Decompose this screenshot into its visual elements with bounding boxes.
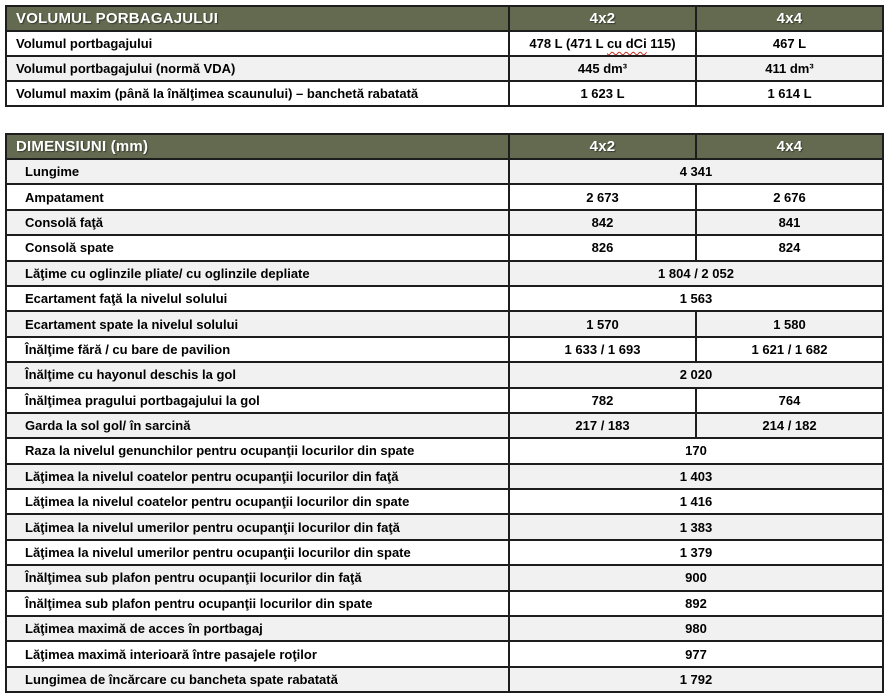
misspelled-text: cu dCi [606,36,647,51]
table-row [6,540,883,565]
row-label: Înălţime cu hayonul deschis la gol [6,362,509,387]
value-merged: 977 [509,641,883,666]
dimensions-table [5,133,884,693]
value-4x4: 824 [696,235,883,260]
value-4x2: 782 [509,388,696,413]
value-merged: 1 383 [509,514,883,539]
value-4x2: 445 dm³ [509,56,696,81]
value-4x2: 2 673 [509,184,696,209]
row-label: Lăţimea la nivelul umerilor pentru ocupanţii locurilor din spate [6,540,509,565]
value-merged: 1 379 [509,540,883,565]
volume-table [5,5,884,107]
table-row [6,184,883,209]
table-row [6,210,883,235]
volume-table-header [6,6,883,31]
table-row [6,616,883,641]
table-row [6,565,883,590]
value-4x2: 1 633 / 1 693 [509,337,696,362]
row-label: Raza la nivelul genunchilor pentru ocupanţii locurilor din spate [6,438,509,463]
row-label: Înălţimea sub plafon pentru ocupanţii locurilor din spate [6,591,509,616]
row-label: Înălţimea sub plafon pentru ocupanţii locurilor din faţă [6,565,509,590]
value-4x4: 411 dm³ [696,56,883,81]
value-merged: 1 563 [509,286,883,311]
row-label: Înălţimea pragului portbagajului la gol [6,388,509,413]
row-label: Lăţimea la nivelul coatelor pentru ocupanţii locurilor din faţă [6,464,509,489]
value-4x2: 1 570 [509,311,696,336]
row-label: Lăţimea maximă de acces în portbagaj [6,616,509,641]
row-label: Ecartament spate la nivelul solului [6,311,509,336]
column-header-4x4: 4x4 [696,6,883,31]
row-label: Consolă spate [6,235,509,260]
table-row [6,489,883,514]
column-header-4x2: 4x2 [509,6,696,31]
column-header-4x2: 4x2 [509,134,696,159]
row-label: Volumul portbagajului [6,31,509,56]
row-label: Ampatament [6,184,509,209]
row-label: Consolă faţă [6,210,509,235]
value-merged: 1 416 [509,489,883,514]
value-4x4: 214 / 182 [696,413,883,438]
row-label: Lăţimea maximă interioară între pasajele roţilor [6,641,509,666]
value-4x2: 478 L (471 L cu dCi 115) [509,31,696,56]
value-merged: 980 [509,616,883,641]
value-4x2: 1 623 L [509,81,696,106]
value-merged: 2 020 [509,362,883,387]
table-row [6,362,883,387]
table-row [6,56,883,81]
row-label: Lăţimea la nivelul umerilor pentru ocupanţii locurilor din faţă [6,514,509,539]
table-title: DIMENSIUNI (mm) [6,134,509,159]
row-label: Lungimea de încărcare cu bancheta spate rabatată [6,667,509,692]
table-row [6,413,883,438]
row-label: Ecartament faţă la nivelul solului [6,286,509,311]
row-label: Garda la sol gol/ în sarcină [6,413,509,438]
value-merged: 1 403 [509,464,883,489]
row-label: Lăţimea la nivelul coatelor pentru ocupanţii locurilor din spate [6,489,509,514]
table-row [6,159,883,184]
volume-table-body [6,31,883,106]
row-label: Volumul maxim (până la înălţimea scaunului) – banchetă rabatată [6,81,509,106]
value-4x2: 826 [509,235,696,260]
table-row [6,667,883,692]
table-row [6,81,883,106]
value-merged: 892 [509,591,883,616]
row-label: Lungime [6,159,509,184]
value-merged: 1 792 [509,667,883,692]
table-row [6,438,883,463]
dimensions-table-body [6,159,883,692]
table-title: VOLUMUL PORBAGAJULUI [6,6,509,31]
value-4x4: 467 L [696,31,883,56]
value-4x4: 2 676 [696,184,883,209]
value-merged: 900 [509,565,883,590]
table-row [6,286,883,311]
table-row [6,31,883,56]
header-row [6,134,883,159]
value-4x4: 1 580 [696,311,883,336]
value-4x2: 217 / 183 [509,413,696,438]
table-row [6,641,883,666]
row-label: Lăţime cu oglinzile pliate/ cu oglinzile depliate [6,261,509,286]
value-merged: 170 [509,438,883,463]
value-4x4: 841 [696,210,883,235]
table-row [6,337,883,362]
column-header-4x4: 4x4 [696,134,883,159]
table-row [6,311,883,336]
value-4x4: 1 621 / 1 682 [696,337,883,362]
value-4x4: 764 [696,388,883,413]
table-row [6,235,883,260]
table-row [6,514,883,539]
header-row [6,6,883,31]
value-4x4: 1 614 L [696,81,883,106]
dimensions-table-header [6,134,883,159]
value-4x2: 842 [509,210,696,235]
table-row [6,388,883,413]
row-label: Volumul portbagajului (normă VDA) [6,56,509,81]
table-row [6,464,883,489]
table-row [6,261,883,286]
row-label: Înălţime fără / cu bare de pavilion [6,337,509,362]
value-merged: 1 804 / 2 052 [509,261,883,286]
value-merged: 4 341 [509,159,883,184]
table-row [6,591,883,616]
